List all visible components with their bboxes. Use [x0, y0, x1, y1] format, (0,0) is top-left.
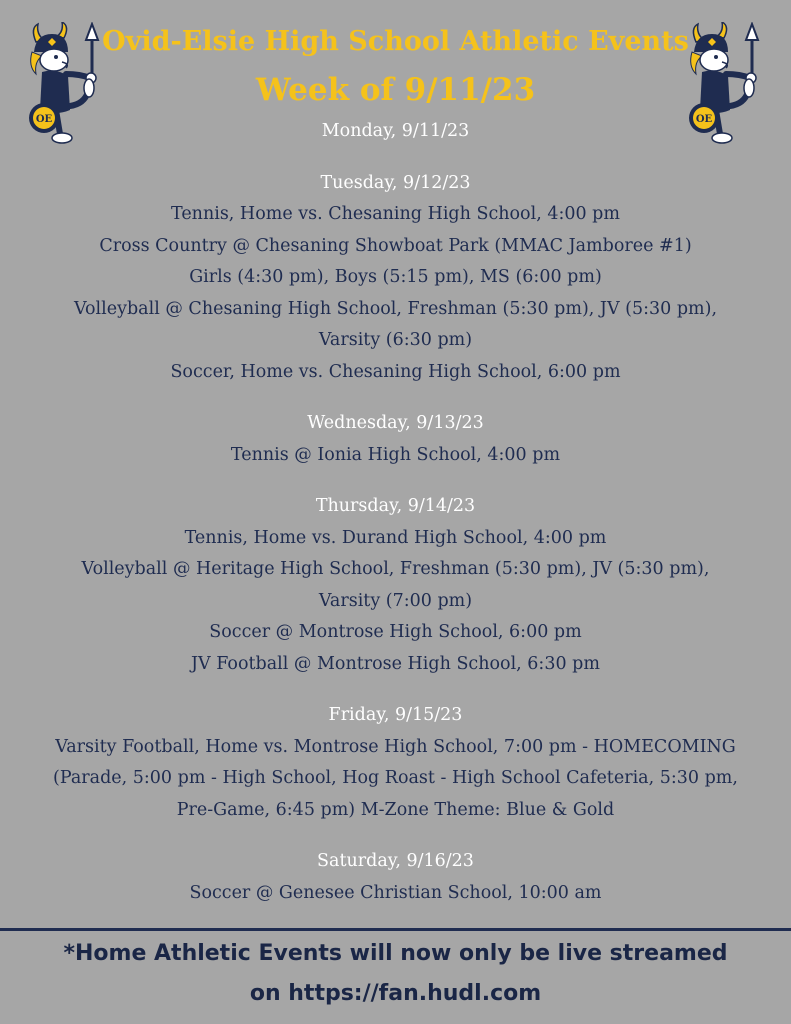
footer-divider [0, 928, 791, 931]
event-line: Tennis, Home vs. Chesaning High School, 4:00 pm [171, 204, 620, 224]
svg-text:OE: OE [695, 114, 713, 125]
day-block-monday [0, 116, 791, 148]
streaming-notice [0, 934, 791, 1014]
streaming-notice-link[interactable]: on https://fan.hudl.com [249, 981, 542, 1006]
day-heading: Wednesday, 9/13/23 [307, 413, 484, 433]
event-line: Girls (4:30 pm), Boys (5:15 pm), MS (6:00 pm) [189, 267, 602, 287]
event-line: (Parade, 5:00 pm - High School, Hog Roast - High School Cafeteria, 5:30 pm, [53, 768, 738, 788]
day-heading: Tuesday, 9/12/23 [320, 172, 471, 193]
schedule-list [0, 116, 791, 929]
event-line: Soccer @ Montrose High School, 6:00 pm [209, 622, 582, 642]
day-heading: Thursday, 9/14/23 [315, 496, 476, 516]
day-block-friday [0, 700, 791, 826]
event-line: Soccer @ Genesee Christian School, 10:00 am [189, 882, 602, 903]
page-title: Ovid-Elsie High School Athletic Events [102, 26, 689, 57]
event-line: Pre-Game, 6:45 pm) M-Zone Theme: Blue & Gold [176, 799, 615, 820]
svg-text:OE: OE [35, 114, 53, 125]
streaming-notice-line: *Home Athletic Events will now only be live streamed [63, 941, 728, 966]
day-block-saturday [0, 846, 791, 909]
event-line: Cross Country @ Chesaning Showboat Park (MMAC Jamboree #1) [99, 235, 692, 256]
week-subtitle: Week of 9/11/23 [255, 72, 536, 108]
event-line: Volleyball @ Heritage High School, Freshman (5:30 pm), JV (5:30 pm), [81, 559, 710, 579]
event-line: Volleyball @ Chesaning High School, Freshman (5:30 pm), JV (5:30 pm), [73, 298, 718, 319]
day-block-thursday [0, 491, 791, 680]
event-line: Soccer, Home vs. Chesaning High School, 6:00 pm [170, 361, 621, 382]
day-block-wednesday [0, 408, 791, 471]
event-line: Varsity (7:00 pm) [318, 590, 473, 611]
day-block-tuesday [0, 168, 791, 389]
day-heading: Monday, 9/11/23 [321, 121, 470, 141]
event-line: Varsity (6:30 pm) [318, 330, 473, 350]
day-heading: Saturday, 9/16/23 [317, 851, 474, 871]
event-line: Varsity Football, Home vs. Montrose High School, 7:00 pm - HOMECOMING [55, 736, 736, 757]
event-line: Tennis, Home vs. Durand High School, 4:00 pm [184, 527, 607, 548]
day-heading: Friday, 9/15/23 [328, 705, 463, 725]
event-line: Tennis @ Ionia High School, 4:00 pm [230, 444, 561, 465]
event-line: JV Football @ Montrose High School, 6:30 pm [191, 653, 600, 674]
